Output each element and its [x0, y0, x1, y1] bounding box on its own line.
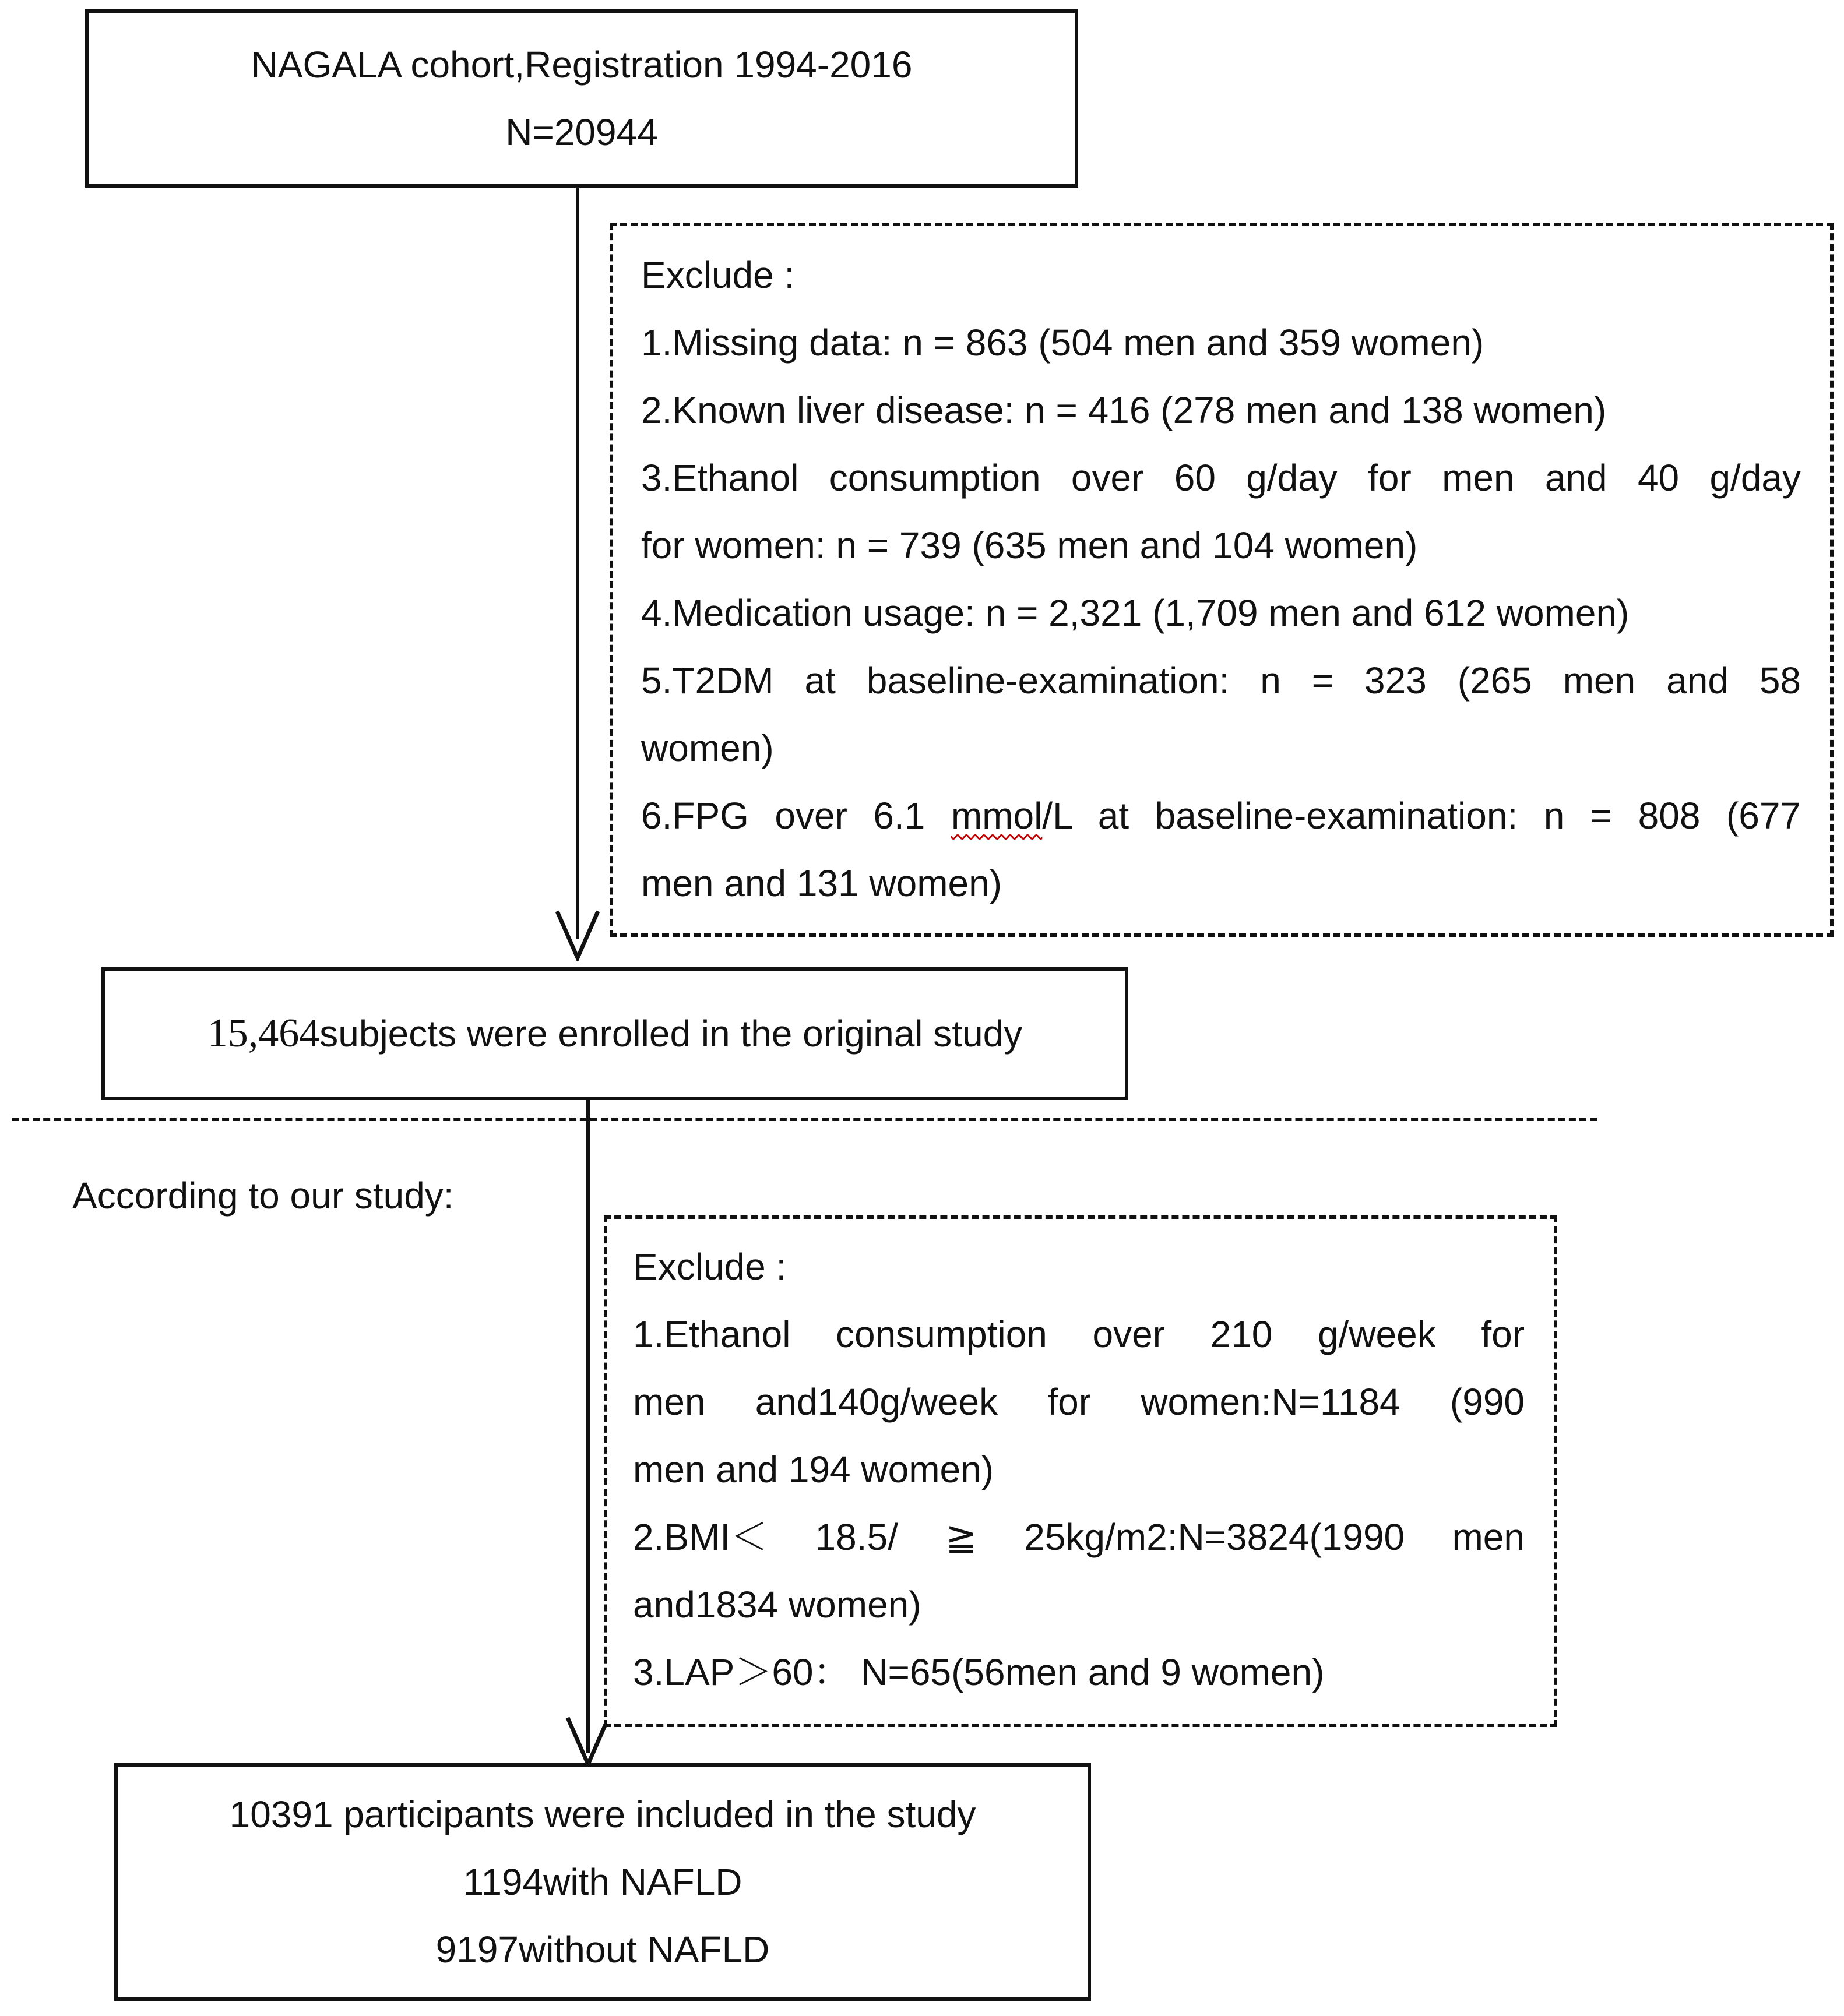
included-total: 10391 participants were included in the study: [229, 1793, 976, 1835]
exclusion2-item-lap: 3.LAP＞60： N=65(56men and 9 women): [633, 1651, 1325, 1693]
exclusion2-heading: Exclude :: [633, 1246, 787, 1288]
exclusion2-item-bmi-line2: and1834 women): [633, 1584, 921, 1626]
fpg-suffix: /L at baseline-examination: n = 808 (677: [1042, 795, 1801, 837]
cohort-box: [85, 9, 1078, 188]
exclusion-list-our-study: [633, 1233, 1525, 1706]
exclusion-item-medication: 4.Medication usage: n = 2,321 (1,709 men and 612 women): [641, 592, 1630, 634]
exclusion-item-ethanol-line1: 3.Ethanol consumption over 60 g/day for men and 40 g/day: [641, 457, 1801, 499]
enrolled-count: 15,464: [207, 1011, 320, 1056]
exclusion-heading: Exclude :: [641, 254, 795, 296]
cohort-title: NAGALA cohort,Registration 1994-2016: [251, 44, 913, 86]
exclusion-list-original: [641, 241, 1801, 917]
exclusion2-item-ethanol-line1: 1.Ethanol consumption over 210 g/week for: [633, 1313, 1525, 1355]
exclusion-item-ethanol-line2: for women: n = 739 (635 men and 104 women): [641, 524, 1418, 566]
section-separator: [12, 1118, 1597, 1121]
exclusion-item-liver-disease: 2.Known liver disease: n = 416 (278 men and 138 women): [641, 389, 1607, 431]
enrolled-text: [207, 1000, 1023, 1067]
included-box: [114, 1763, 1091, 2001]
section-label-our-study: According to our study:: [72, 1175, 454, 1217]
enrolled-box: [101, 967, 1128, 1100]
exclusion-item-missing-data: 1.Missing data: n = 863 (504 men and 359 women): [641, 322, 1484, 364]
included-with-nafld: 1194with NAFLD: [463, 1861, 742, 1903]
exclusion-item-t2dm-line2: women): [641, 727, 774, 769]
exclusion2-item-bmi-line1: 2.BMI＜ 18.5/ ≧ 25kg/m2:N=3824(1990 men: [633, 1516, 1525, 1558]
fpg-prefix: 6.FPG over 6.1: [641, 795, 951, 837]
flow-arrow-line-2: [586, 1100, 590, 1753]
cohort-count: N=20944: [505, 111, 658, 153]
enrolled-description: subjects were enrolled in the original study: [319, 1013, 1023, 1055]
exclusion-item-t2dm-line1: 5.T2DM at baseline-examination: n = 323 (265 men and 58: [641, 660, 1801, 702]
exclusion2-item-ethanol-line2: men and140g/week for women:N=1184 (990: [633, 1381, 1525, 1423]
exclusion2-item-ethanol-line3: men and 194 women): [633, 1448, 994, 1490]
exclusion-item-fpg-line2: men and 131 women): [641, 862, 1002, 904]
exclusion-item-fpg-line1: [641, 782, 1801, 850]
fpg-unit-mmol: mmol: [951, 795, 1043, 837]
included-without-nafld: 9197without NAFLD: [435, 1929, 770, 1971]
arrowhead-1: [554, 909, 601, 961]
flow-arrow-line-1: [576, 188, 579, 939]
